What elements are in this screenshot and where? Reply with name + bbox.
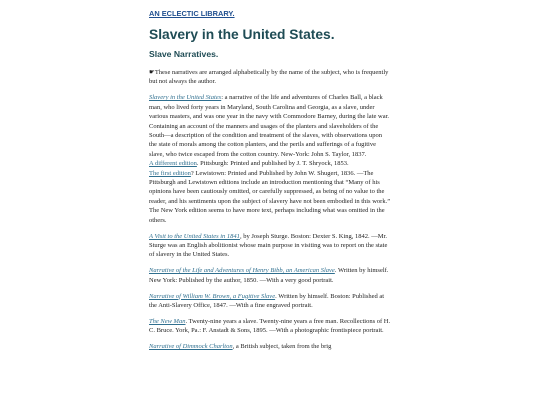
narrative-entry — [149, 232, 391, 260]
narrative-entry — [149, 342, 391, 351]
entry-title-link[interactable]: Narrative of Dimmock Charlton — [149, 343, 233, 351]
entry-title-link[interactable]: The New Man — [149, 317, 186, 325]
entry-description: , by Joseph Sturge. Boston: Dexter S. King, 1842. —Mr. Sturge was an English abolitionist whose main purpose in visiting was to report on the state of slavery in the United States. — [149, 232, 388, 259]
narrative-entry — [149, 317, 391, 336]
entry-description: . Twenty-nine years a slave. Twenty-nine years a free man. Recollections of H. C. Bruce. York, Pa.: F. Anstadt & Sons, 1895. —With a photographic frontispiece portrait. — [149, 317, 391, 335]
edition-link[interactable]: A different edition — [149, 160, 197, 168]
entry-title-link[interactable]: Narrative of William W. Brown, a Fugitive Slave — [149, 292, 276, 300]
edition-link[interactable]: The first edition — [149, 169, 191, 177]
entry-title-link[interactable]: Narrative of the Life and Adventures of Henry Bibb, an American Slave — [149, 267, 335, 275]
edition-description: ? Lewistown: Printed and Published by John W. Shugert, 1836. —The Pittsburgh and Lewistown editions include an introduction mentioning that “Many of his opinions have been cautiously omitted, or carefully suppressed, as being of no value to the reader, and his sentiments upon the subject of slavery have not been embodied in this work.” The New York edition seems to have more text, perhaps including what was omitted in the others. — [149, 169, 391, 224]
entry-description: . Written by himself. New York: Published by the author, 1850. —With a very good portrait. — [149, 267, 389, 284]
narrative-entry — [149, 93, 391, 225]
intro-text: These narratives are arranged alphabetically by the name of the subject, who is frequently but not always the author. — [149, 69, 389, 86]
document-page — [149, 9, 391, 352]
intro-paragraph — [149, 68, 391, 87]
page-title: Slavery in the United States. — [149, 27, 335, 42]
pointing-hand-icon: ☛ — [149, 69, 155, 76]
narrative-entry — [149, 292, 391, 311]
edition-description: . Pittsburgh: Printed and published by J. T. Shryock, 1853. — [196, 160, 349, 168]
entry-description: . Written by himself. Boston: Published at the Anti-Slavery Office, 1847. —With a fine engraved portrait. — [149, 292, 385, 309]
narrative-entry — [149, 266, 391, 285]
section-subtitle: Slave Narratives. — [149, 49, 219, 59]
entry-description: : a narrative of the life and adventures of Charles Ball, a black man, who lived forty years in Maryland, South Carolina and Georgia, as a slave, under various masters, and was one year in the navy with Commodore Barney, during the late war. Containing an account of the manners and usages of the planters and slaveholders of the South—a description of the condition and treatment of the slaves, with observations upon the state of morals among the cotton planters, and the perils and sufferings of a fugitive slave, who twice escaped from the cotton country. New-York: John S. Taylor, 1837. — [149, 94, 390, 158]
site-home-link[interactable]: AN ECLECTIC LIBRARY. — [149, 9, 235, 18]
entry-description: , a British subject, taken from the brig — [232, 343, 332, 351]
entry-title-link[interactable]: A Visit to the United States in 1841 — [149, 232, 240, 240]
entry-title-link[interactable]: Slavery in the United States — [149, 94, 222, 102]
